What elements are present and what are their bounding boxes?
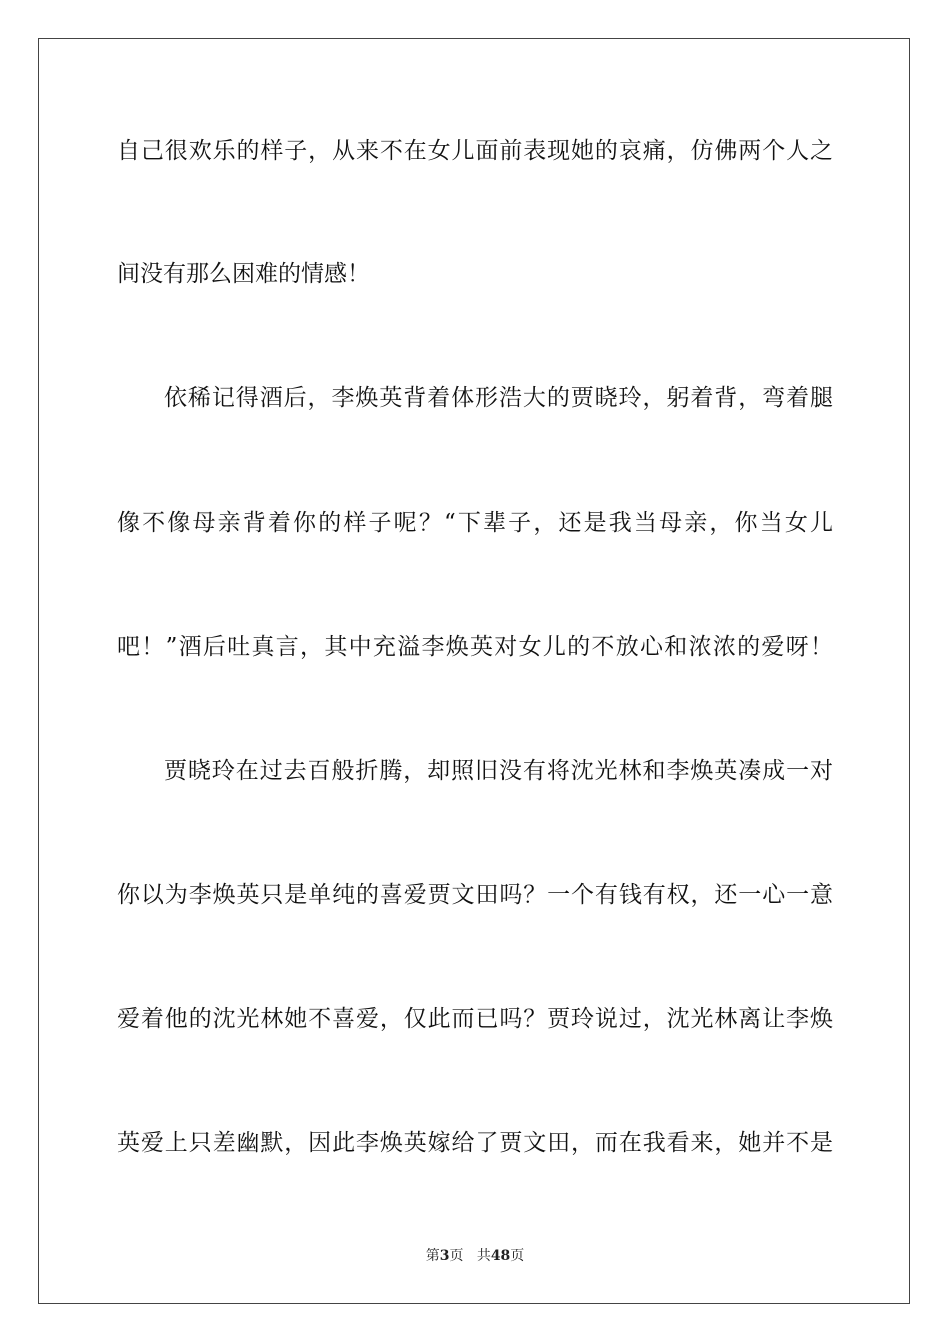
total-pages: 48: [490, 1248, 511, 1264]
text-line-5: 吧！”酒后吐真言，其中充溢李焕英对女儿的不放心和浓浓的爱呀！: [117, 634, 833, 660]
text-line-2: 间没有那么困难的情感！: [117, 261, 370, 287]
text-line-1: 自己很欢乐的样子，从来不在女儿面前表现她的哀痛，仿佛两个人之: [117, 138, 833, 164]
text-line-8: 爱着他的沈光林她不喜爱，仅此而已吗？贾玲说过，沈光林离让李焕: [117, 1006, 833, 1032]
text-line-9: 英爱上只差幽默，因此李焕英嫁给了贾文田，而在我看来，她并不是: [117, 1130, 833, 1156]
text-line-3: 依稀记得酒后，李焕英背着体形浩大的贾晓玲，躬着背，弯着腿: [164, 385, 833, 411]
total-prefix: 共: [476, 1248, 491, 1264]
text-line-6: 贾晓玲在过去百般折腾，却照旧没有将沈光林和李焕英凑成一对: [164, 758, 833, 784]
page-number: 3: [439, 1248, 450, 1264]
page-prefix: 第: [425, 1248, 440, 1264]
page-footer: [0, 1246, 950, 1266]
page-border: [38, 38, 910, 1304]
text-line-7: 你以为李焕英只是单纯的喜爱贾文田吗？一个有钱有权，还一心一意: [117, 882, 833, 908]
total-suffix: 页: [510, 1248, 525, 1264]
page-suffix: 页: [449, 1248, 464, 1264]
text-line-4: 像不像母亲背着你的样子呢？“下辈子，还是我当母亲，你当女儿: [117, 510, 833, 536]
